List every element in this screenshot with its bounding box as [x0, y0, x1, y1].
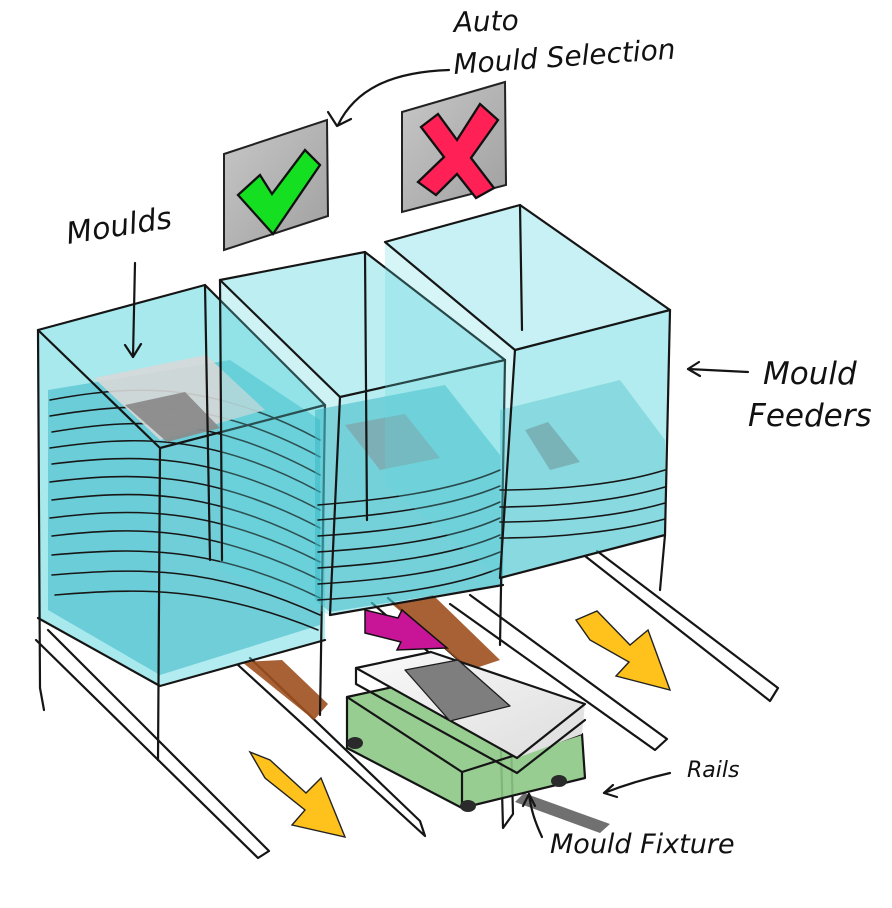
yellow-arrow-left-icon: [250, 752, 345, 837]
moulds-label: Moulds: [63, 200, 175, 252]
mould-feeders-label-line2: Feeders: [748, 398, 872, 434]
auto-selection-label-line1: Auto: [453, 3, 520, 39]
auto-selection-label-line2: Mould Selection: [452, 32, 677, 81]
check-panel: [224, 120, 328, 250]
mould-fixture-label: Mould Fixture: [550, 829, 735, 860]
yellow-arrow-right-icon: [576, 611, 670, 690]
mould-feeders-label-line1: Mould: [763, 356, 857, 392]
cross-panel: [402, 82, 506, 212]
rails-label: Rails: [687, 758, 740, 783]
